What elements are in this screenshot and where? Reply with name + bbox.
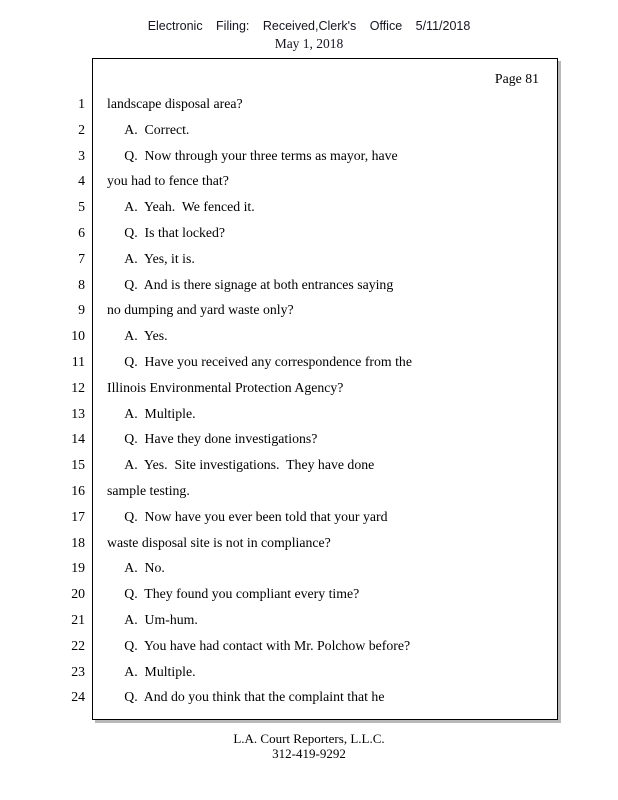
- line-text: Q. Have they done investigations?: [107, 431, 318, 447]
- line-text: Q. Have you received any correspondence from the: [107, 354, 412, 369]
- line-number: 20: [71, 586, 85, 602]
- line-text: you had to fence that?: [107, 173, 229, 189]
- line-text: waste disposal site is not in compliance?: [107, 534, 331, 550]
- line-number: 14: [71, 431, 85, 447]
- page-number-label: Page 81: [494, 71, 539, 86]
- line-text: Q. You have had contact with Mr. Polchow before?: [107, 637, 411, 653]
- line-text: Q. Is that locked?: [107, 225, 226, 240]
- deposition-date: May 1, 2018: [274, 36, 344, 51]
- line-text: A. Yeah. We fenced it.: [107, 199, 255, 215]
- line-number: 3: [78, 147, 85, 163]
- line-number: 1: [78, 96, 85, 111]
- line-number: 24: [71, 689, 85, 705]
- line-number: 18: [71, 534, 85, 550]
- line-number: 21: [71, 612, 85, 627]
- line-text: A. Multiple.: [107, 663, 196, 679]
- line-number: 17: [71, 508, 85, 524]
- line-number: 6: [78, 225, 85, 240]
- efiling-stamp: Electronic Filing: Received,Clerk's Office 5/11/2018: [147, 19, 471, 33]
- reporter-phone: 312-419-9292: [272, 745, 346, 761]
- reporter-company: L.A. Court Reporters, L.L.C.: [233, 731, 385, 746]
- line-number: 8: [78, 276, 85, 292]
- line-number: 19: [71, 560, 85, 576]
- line-text: A. Yes, it is.: [107, 250, 195, 266]
- line-text: Illinois Environmental Protection Agency?: [107, 379, 344, 395]
- line-text: Q. Now through your three terms as mayor, have: [107, 147, 398, 163]
- line-number: 9: [78, 302, 85, 318]
- line-number: 2: [78, 121, 85, 137]
- line-number: 5: [78, 199, 85, 215]
- line-number: 11: [71, 354, 85, 369]
- line-text: A. Yes.: [107, 328, 168, 344]
- line-text: A. Yes. Site investigations. They have done: [107, 457, 375, 473]
- line-number: 12: [71, 379, 85, 395]
- line-text: Q. And do you think that the complaint that he: [107, 689, 385, 705]
- line-text: no dumping and yard waste only?: [107, 302, 294, 318]
- line-text: A. Correct.: [107, 121, 190, 137]
- line-text: A. Um-hum.: [107, 612, 198, 627]
- line-number: 23: [71, 663, 85, 679]
- line-text: Q. And is there signage at both entrances saying: [107, 276, 394, 292]
- line-text: sample testing.: [107, 483, 190, 498]
- line-text: Q. Now have you ever been told that your yard: [107, 508, 388, 524]
- line-text: A. Multiple.: [107, 405, 196, 421]
- line-number: 13: [71, 405, 85, 421]
- line-number: 15: [71, 457, 85, 473]
- reporter-footer: [0, 732, 618, 761]
- line-number: 22: [71, 637, 85, 653]
- line-number: 10: [71, 328, 85, 344]
- line-number: 16: [71, 483, 85, 498]
- line-number: 7: [78, 250, 85, 266]
- line-text: Q. They found you compliant every time?: [107, 586, 360, 602]
- line-number: 4: [78, 173, 85, 189]
- line-text: A. No.: [107, 560, 165, 576]
- line-text: landscape disposal area?: [107, 96, 243, 111]
- transcript-page-box: [92, 58, 558, 720]
